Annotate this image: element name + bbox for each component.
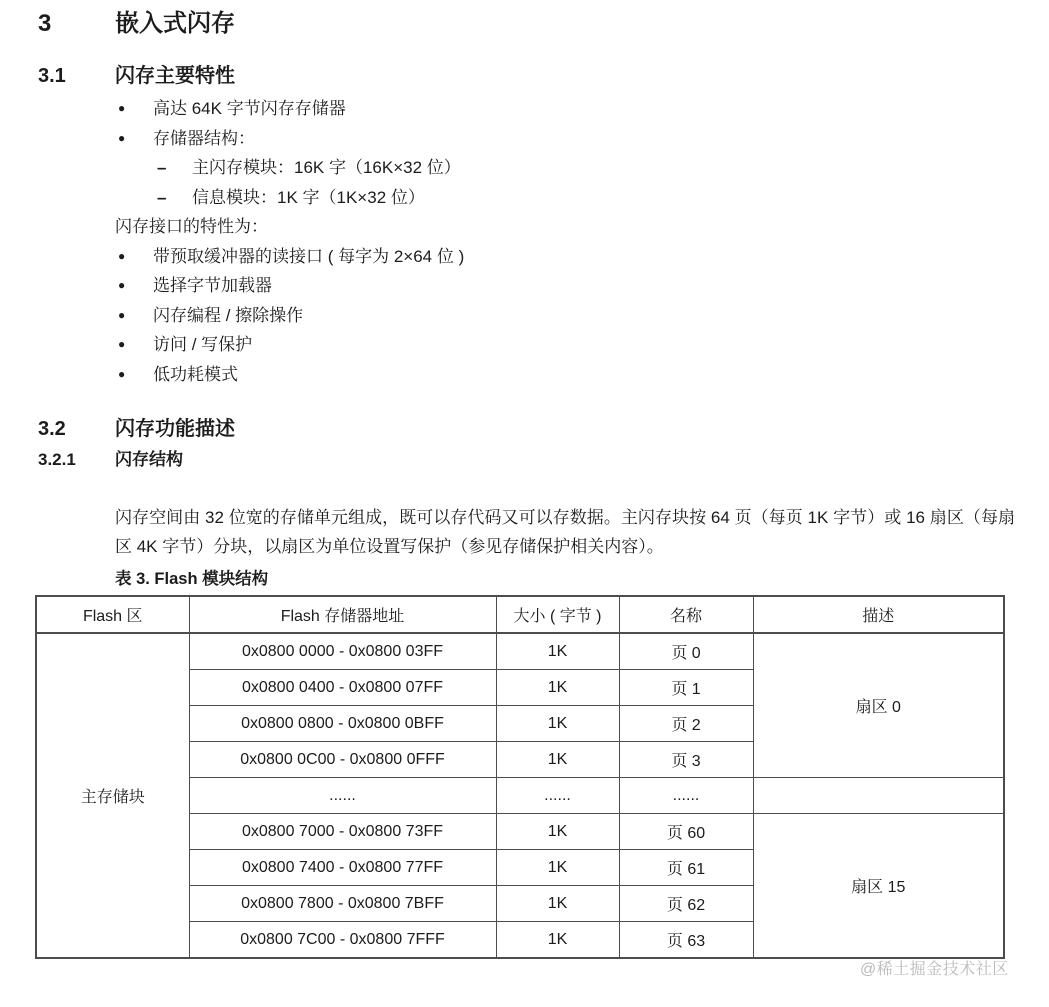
feature-item: [118, 330, 1049, 360]
feature-text: 选择字节加载器: [153, 276, 272, 295]
column-header-size: 大小 ( 字节 ): [496, 596, 619, 633]
column-header-name: 名称: [619, 596, 753, 633]
bullet-icon: ●: [118, 101, 126, 115]
size-cell: 1K: [496, 670, 619, 706]
feature-item: [118, 301, 1049, 331]
interface-intro-text: 闪存接口的特性为：: [115, 217, 268, 236]
size-cell: 1K: [496, 742, 619, 778]
section-3-number: 3: [38, 10, 52, 37]
size-cell: 1K: [496, 633, 619, 670]
flash-feature-list: [0, 94, 1049, 389]
section-3-2-1-title: 闪存结构: [115, 450, 183, 469]
section-3-2-number: 3.2: [38, 418, 66, 440]
column-header-address: Flash 存储器地址: [189, 596, 496, 633]
feature-text: 高达 64K 字节闪存存储器: [153, 99, 346, 118]
name-cell: 页 60: [619, 814, 753, 850]
feature-item: [118, 124, 1049, 154]
sub-feature-text: 信息模块：1K 字（1K×32 位）: [192, 187, 425, 207]
size-cell: 1K: [496, 922, 619, 959]
table-header-row: [36, 596, 1004, 633]
flash-structure-table: [35, 595, 1005, 959]
size-cell: 1K: [496, 886, 619, 922]
size-cell: ......: [496, 778, 619, 814]
name-cell: 页 61: [619, 850, 753, 886]
feature-text: 闪存编程 / 擦除操作: [153, 305, 304, 325]
bullet-icon: ●: [118, 248, 126, 263]
name-cell: 页 2: [619, 706, 753, 742]
column-header-zone: Flash 区: [36, 596, 189, 633]
section-3-1-title: 闪存主要特性: [115, 65, 235, 87]
bullet-icon: ●: [118, 366, 126, 381]
address-cell: 0x0800 0C00 - 0x0800 0FFF: [189, 742, 496, 778]
address-cell: 0x0800 7000 - 0x0800 73FF: [189, 814, 496, 850]
section-3-title: 嵌入式闪存: [115, 10, 235, 37]
address-cell: ......: [189, 778, 496, 814]
section-3-heading: [38, 8, 1049, 40]
feature-item: [118, 271, 1049, 301]
size-cell: 1K: [496, 814, 619, 850]
table-caption: 表 3. Flash 模块结构: [115, 570, 269, 588]
empty-desc-cell: [753, 778, 1004, 814]
name-cell: 页 3: [619, 742, 753, 778]
name-cell: 页 1: [619, 670, 753, 706]
address-cell: 0x0800 0800 - 0x0800 0BFF: [189, 706, 496, 742]
address-cell: 0x0800 7C00 - 0x0800 7FFF: [189, 922, 496, 959]
feature-text: 低功耗模式: [153, 364, 238, 384]
name-cell: ......: [619, 778, 753, 814]
name-cell: 页 62: [619, 886, 753, 922]
feature-item: [118, 242, 1049, 272]
address-cell: 0x0800 7400 - 0x0800 77FF: [189, 850, 496, 886]
column-header-desc: 描述: [753, 596, 1004, 633]
watermark: @稀土掘金技术社区: [860, 961, 1009, 978]
size-cell: 1K: [496, 850, 619, 886]
sector-0-cell: 扇区 0: [753, 633, 1004, 778]
feature-text: 带预取缓冲器的读接口 ( 每字为 2×64 位 ): [153, 246, 465, 266]
address-cell: 0x0800 0000 - 0x0800 03FF: [189, 633, 496, 670]
sub-feature-item: [157, 153, 1049, 183]
bullet-icon: ●: [118, 130, 126, 145]
address-cell: 0x0800 7800 - 0x0800 7BFF: [189, 886, 496, 922]
dash-icon: –: [157, 158, 167, 177]
section-3-1-heading: [38, 62, 1049, 90]
body-paragraph: 闪存空间由 32 位宽的存储单元组成，既可以存代码又可以存数据。主闪存块按 64 页（每页 1K 字节）或 16 扇区（每扇区 4K 字节）分块，以扇区为单位设置写保护（参见存储保护相关内容）。: [115, 508, 1015, 556]
size-cell: 1K: [496, 706, 619, 742]
section-3-2-1-heading: [38, 447, 1049, 473]
zone-cell: 主存储块: [36, 633, 189, 958]
table-row: [36, 633, 1004, 670]
feature-text: 访问 / 写保护: [153, 335, 253, 354]
dash-icon: –: [157, 187, 167, 207]
feature-text: 存储器结构：: [153, 128, 255, 148]
sector-15-cell: 扇区 15: [753, 814, 1004, 959]
name-cell: 页 0: [619, 633, 753, 670]
sub-feature-text: 主闪存模块：16K 字（16K×32 位）: [192, 158, 461, 177]
section-3-2-heading: [38, 415, 1049, 443]
feature-item: [118, 360, 1049, 390]
name-cell: 页 63: [619, 922, 753, 959]
sub-feature-item: [157, 183, 1049, 213]
bullet-icon: ●: [118, 337, 126, 351]
bullet-icon: ●: [118, 278, 126, 292]
section-3-1-number: 3.1: [38, 65, 66, 87]
section-3-2-1-number: 3.2.1: [38, 450, 76, 469]
address-cell: 0x0800 0400 - 0x0800 07FF: [189, 670, 496, 706]
feature-item: [118, 94, 1049, 124]
section-3-2-title: 闪存功能描述: [115, 418, 235, 440]
bullet-icon: ●: [118, 307, 126, 322]
